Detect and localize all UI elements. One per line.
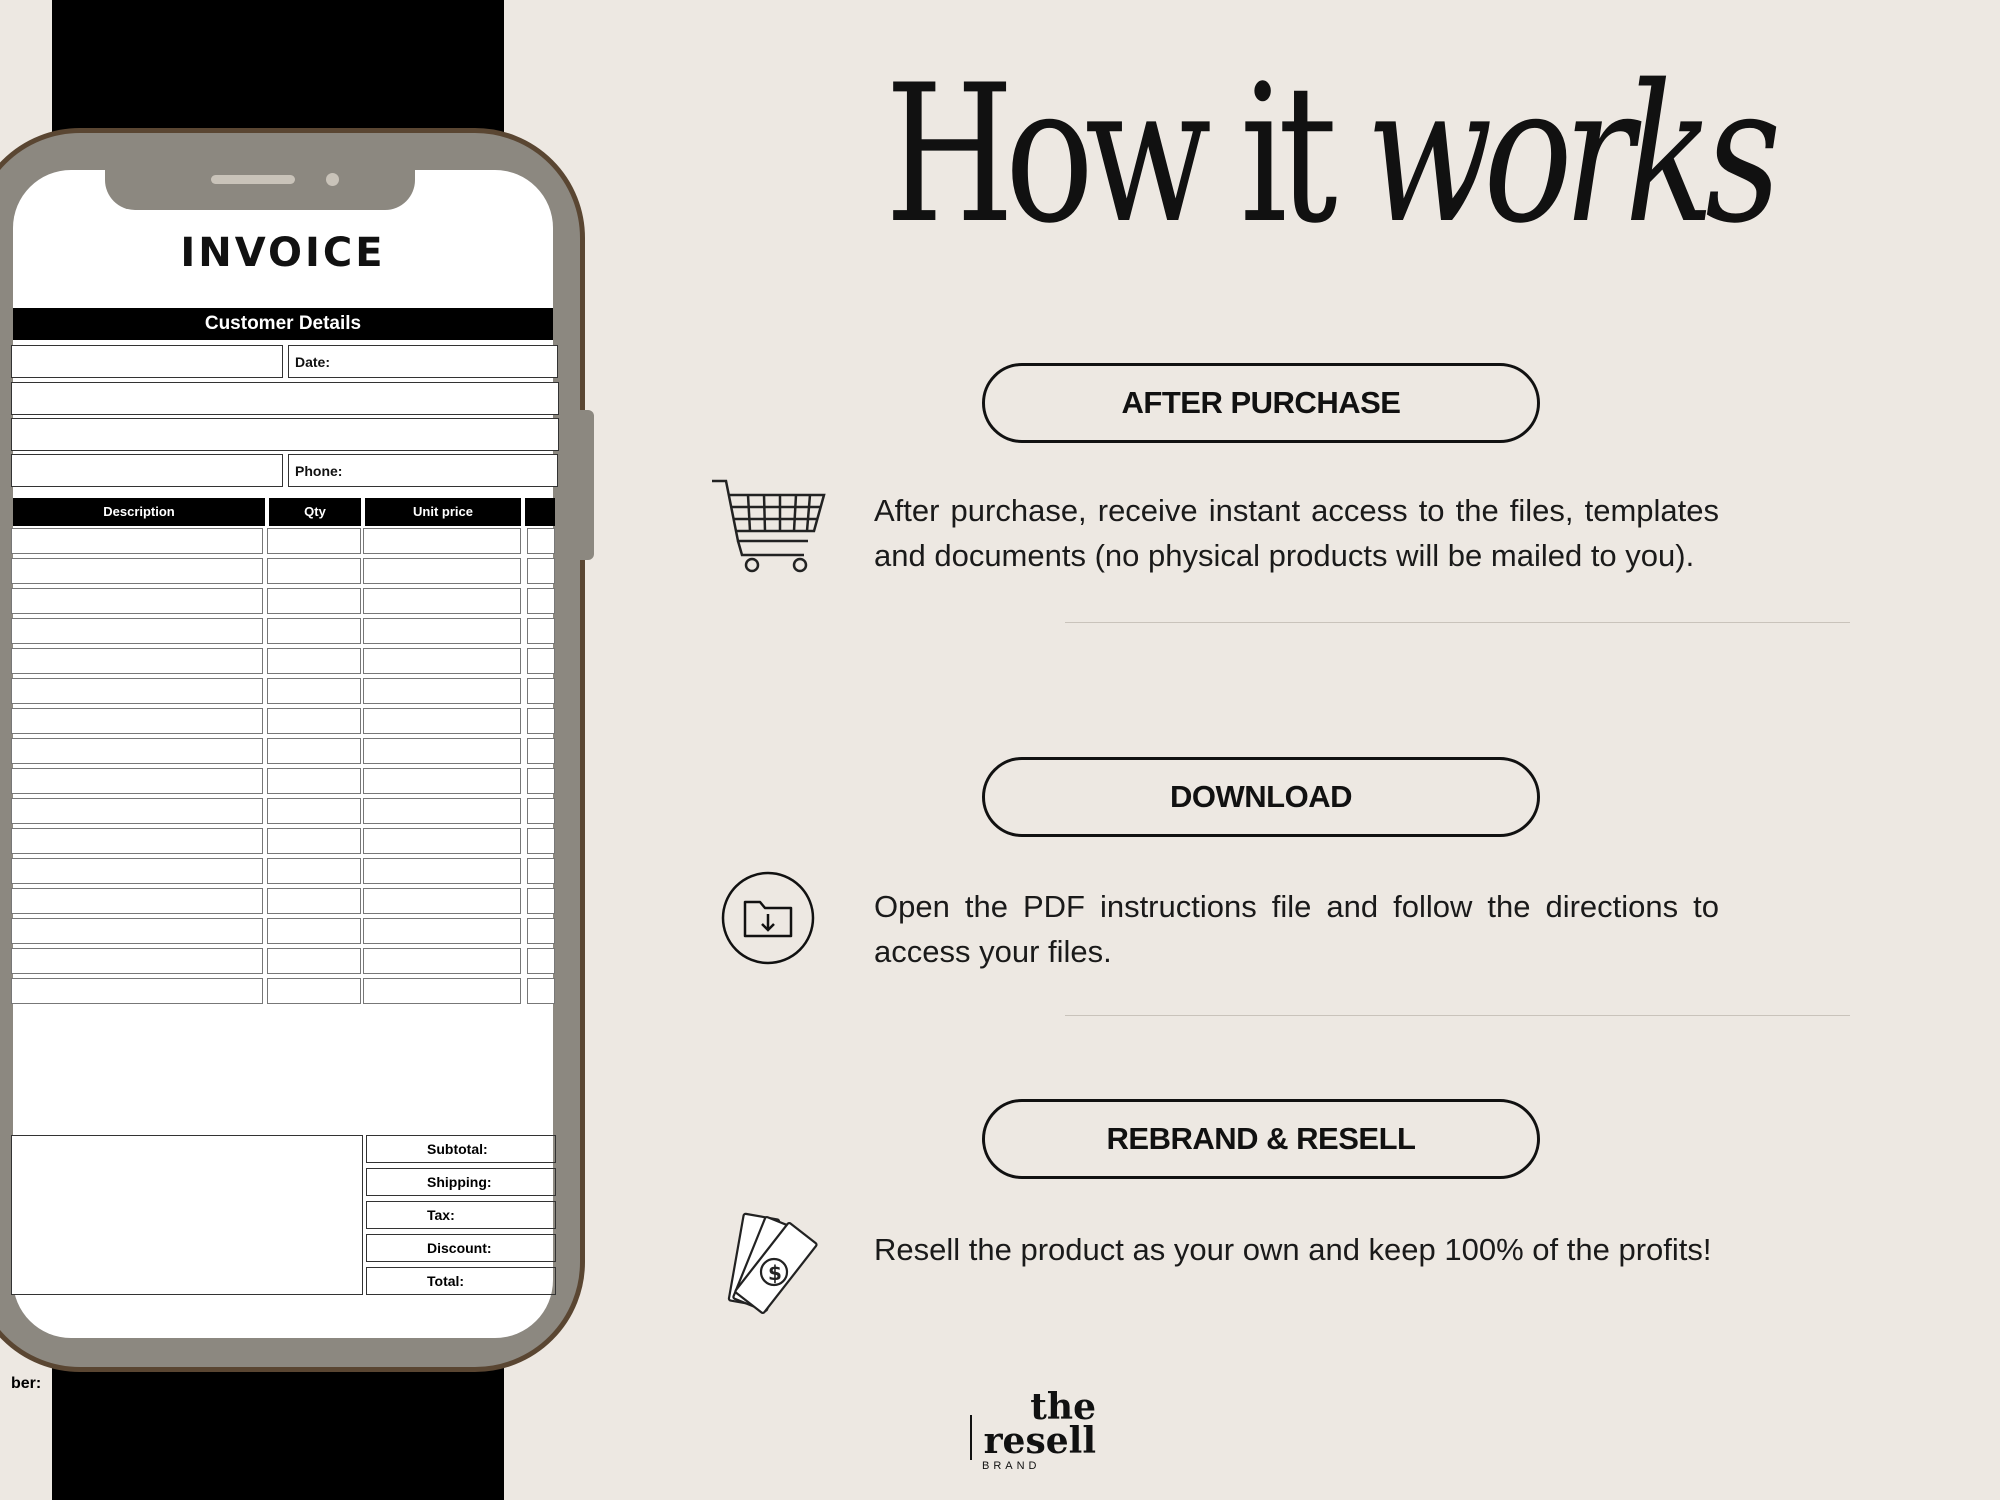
subtotal-row bbox=[366, 1135, 556, 1163]
line-item-cell[interactable] bbox=[527, 618, 555, 644]
line-item-cell[interactable] bbox=[267, 888, 361, 914]
phone-field[interactable] bbox=[288, 454, 558, 487]
line-item-cell[interactable] bbox=[267, 978, 361, 1004]
line-item-cell[interactable] bbox=[267, 948, 361, 974]
rebrand-resell-text: Resell the product as your own and keep 100% of the profits! bbox=[874, 1232, 1712, 1267]
line-item-cell[interactable] bbox=[267, 678, 361, 704]
customer-details-header: Customer Details bbox=[13, 308, 553, 340]
line-item-cell[interactable] bbox=[363, 678, 521, 704]
line-item-cell[interactable] bbox=[267, 708, 361, 734]
line-item-cell[interactable] bbox=[363, 648, 521, 674]
line-item-cell[interactable] bbox=[527, 648, 555, 674]
line-item-cell[interactable] bbox=[267, 618, 361, 644]
download-text: Open the PDF instructions file and follow the directions to access your files. bbox=[874, 889, 1719, 969]
line-item-cell[interactable] bbox=[363, 768, 521, 794]
line-item-cell[interactable] bbox=[267, 528, 361, 554]
customer-name-field[interactable] bbox=[11, 345, 283, 378]
phone-screen bbox=[11, 170, 553, 1392]
line-item-cell[interactable] bbox=[267, 558, 361, 584]
line-item-cell[interactable] bbox=[267, 858, 361, 884]
shipping-row bbox=[366, 1168, 556, 1196]
line-item-cell[interactable] bbox=[267, 798, 361, 824]
line-item-cell[interactable] bbox=[11, 978, 263, 1004]
title-italic: works bbox=[1365, 44, 1772, 265]
line-item-cell[interactable] bbox=[11, 798, 263, 824]
line-item-cell[interactable] bbox=[11, 708, 263, 734]
line-item-cell[interactable] bbox=[363, 588, 521, 614]
line-item-cell[interactable] bbox=[527, 588, 555, 614]
line-item-cell[interactable] bbox=[363, 618, 521, 644]
phone-mockup bbox=[0, 128, 585, 1392]
column-extra bbox=[525, 498, 555, 526]
line-item-cell[interactable] bbox=[363, 948, 521, 974]
line-item-cell[interactable] bbox=[267, 768, 361, 794]
line-item-cell[interactable] bbox=[363, 828, 521, 854]
logo-line-2: resell bbox=[983, 1420, 1096, 1463]
line-item-cell[interactable] bbox=[363, 738, 521, 764]
line-item-cell[interactable] bbox=[11, 678, 263, 704]
line-item-cell[interactable] bbox=[11, 738, 263, 764]
total-row bbox=[366, 1267, 556, 1295]
line-item-cell[interactable] bbox=[11, 768, 263, 794]
divider-2 bbox=[1065, 1015, 1850, 1016]
camera-icon bbox=[326, 173, 339, 186]
line-item-cell[interactable] bbox=[527, 888, 555, 914]
line-item-cell[interactable] bbox=[11, 648, 263, 674]
line-item-cell[interactable] bbox=[527, 528, 555, 554]
discount-label: Discount: bbox=[427, 1240, 492, 1256]
line-item-cell[interactable] bbox=[363, 858, 521, 884]
line-item-cell[interactable] bbox=[11, 918, 263, 944]
brand-logo bbox=[966, 1386, 1096, 1473]
line-item-cell[interactable] bbox=[363, 888, 521, 914]
line-item-cell[interactable] bbox=[527, 678, 555, 704]
line-item-cell[interactable] bbox=[363, 558, 521, 584]
subtotal-label: Subtotal: bbox=[427, 1141, 488, 1157]
line-item-cell[interactable] bbox=[527, 858, 555, 884]
shopping-cart-icon bbox=[708, 475, 828, 575]
line-item-cell[interactable] bbox=[527, 948, 555, 974]
line-item-cell[interactable] bbox=[11, 858, 263, 884]
cut-off-label: ber: bbox=[11, 1375, 42, 1392]
date-field[interactable] bbox=[288, 345, 558, 378]
shipping-label: Shipping: bbox=[427, 1174, 492, 1190]
after-purchase-text: After purchase, receive instant access to the files, templates and documents (no physical products will be mailed to you). bbox=[874, 493, 1719, 573]
phone-label: Phone: bbox=[295, 463, 343, 479]
line-item-cell[interactable] bbox=[11, 588, 263, 614]
line-item-cell[interactable] bbox=[363, 528, 521, 554]
discount-row bbox=[366, 1234, 556, 1262]
column-unit-price: Unit price bbox=[365, 498, 521, 526]
tax-label: Tax: bbox=[427, 1207, 455, 1223]
line-item-cell[interactable] bbox=[267, 828, 361, 854]
total-label: Total: bbox=[427, 1273, 465, 1289]
line-item-cell[interactable] bbox=[363, 978, 521, 1004]
line-item-cell[interactable] bbox=[527, 978, 555, 1004]
line-item-cell[interactable] bbox=[527, 918, 555, 944]
column-description: Description bbox=[13, 498, 265, 526]
line-item-cell[interactable] bbox=[11, 948, 263, 974]
tax-row bbox=[366, 1201, 556, 1229]
line-item-cell[interactable] bbox=[11, 558, 263, 584]
line-item-cell[interactable] bbox=[11, 528, 263, 554]
address-field-2[interactable] bbox=[11, 418, 559, 451]
money-bills-icon bbox=[722, 1210, 814, 1320]
line-item-cell[interactable] bbox=[527, 798, 555, 824]
speaker-icon bbox=[211, 175, 295, 184]
line-item-cell[interactable] bbox=[267, 918, 361, 944]
date-label: Date: bbox=[295, 354, 331, 370]
logo-line-1: the bbox=[1030, 1386, 1096, 1428]
line-item-cell[interactable] bbox=[363, 708, 521, 734]
line-item-cell[interactable] bbox=[363, 918, 521, 944]
page-title bbox=[885, 44, 1772, 265]
line-item-cell[interactable] bbox=[363, 798, 521, 824]
rebrand-resell-button[interactable]: REBRAND & RESELL bbox=[982, 1099, 1540, 1179]
phone-notch bbox=[105, 165, 415, 210]
line-item-cell[interactable] bbox=[267, 648, 361, 674]
line-item-cell[interactable] bbox=[527, 708, 555, 734]
notes-box[interactable] bbox=[11, 1135, 363, 1295]
phone-side-button bbox=[580, 410, 594, 560]
line-item-cell[interactable] bbox=[11, 888, 263, 914]
line-item-cell[interactable] bbox=[267, 588, 361, 614]
address-field-1[interactable] bbox=[11, 382, 559, 415]
logo-line-3: BRAND bbox=[982, 1460, 1041, 1473]
line-item-cell[interactable] bbox=[527, 738, 555, 764]
line-item-cell[interactable] bbox=[527, 828, 555, 854]
line-item-cell[interactable] bbox=[267, 738, 361, 764]
after-purchase-button[interactable]: AFTER PURCHASE bbox=[982, 363, 1540, 443]
email-field[interactable] bbox=[11, 454, 283, 487]
divider-1 bbox=[1065, 622, 1850, 623]
svg-text:$: $ bbox=[768, 1261, 782, 1285]
title-regular: How it bbox=[885, 44, 1366, 265]
line-item-cell[interactable] bbox=[527, 768, 555, 794]
column-qty: Qty bbox=[269, 498, 361, 526]
invoice-title: INVOICE bbox=[180, 230, 386, 276]
download-button[interactable]: DOWNLOAD bbox=[982, 757, 1540, 837]
download-folder-icon bbox=[720, 870, 816, 966]
line-item-cell[interactable] bbox=[527, 558, 555, 584]
line-item-cell[interactable] bbox=[11, 828, 263, 854]
line-item-cell[interactable] bbox=[11, 618, 263, 644]
